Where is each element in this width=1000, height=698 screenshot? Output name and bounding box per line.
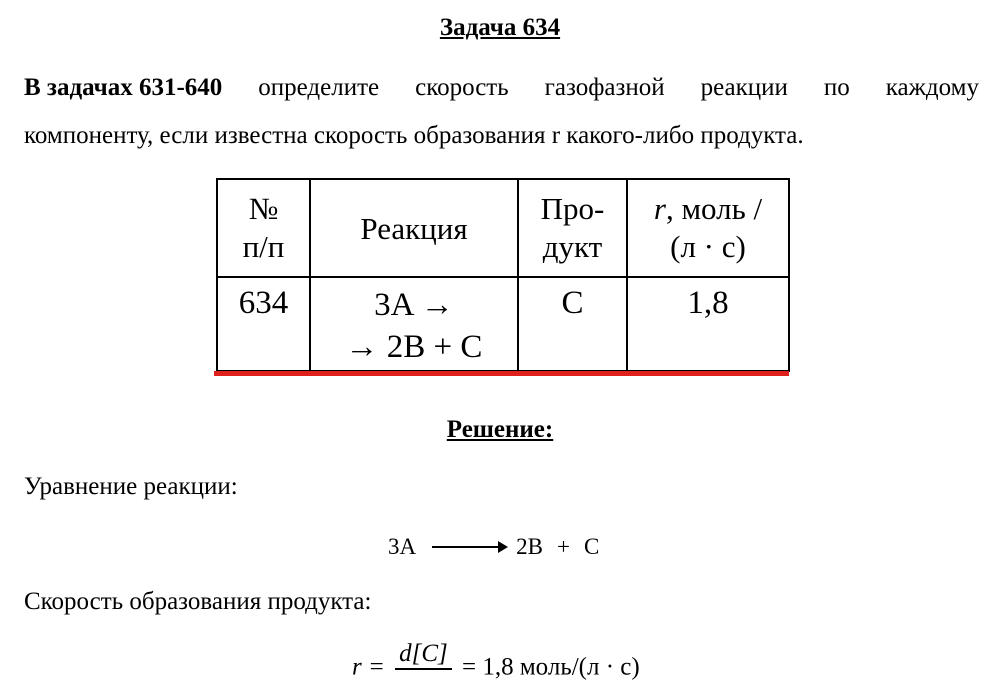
task-word: по — [823, 74, 850, 101]
cell-product — [518, 277, 627, 371]
reaction-table — [216, 178, 790, 372]
task-word: каждому — [885, 74, 979, 101]
solution-heading: Решение: — [446, 416, 554, 443]
cell-number-value: 634 — [238, 285, 289, 321]
header-rate-symbol: r — [653, 191, 666, 226]
equation-product-c: C — [583, 534, 600, 559]
formula-denominator — [395, 670, 452, 698]
task-word: реакции — [700, 74, 788, 101]
equation-product-b: 2B — [516, 534, 543, 559]
header-number-abbrev: п/п — [242, 229, 285, 264]
cell-product-value: C — [561, 285, 584, 321]
task-word: газофазной — [544, 74, 665, 101]
equation-label: Уравнение реакции: — [24, 473, 238, 500]
cell-rate — [627, 277, 789, 371]
header-number — [217, 179, 310, 277]
task-range: В задачах 631-640 — [24, 74, 223, 101]
task-statement — [24, 64, 979, 160]
cell-number — [217, 277, 310, 371]
equation-plus: + — [556, 534, 570, 559]
cell-reaction — [310, 277, 518, 371]
equation-reactant: 3A — [388, 534, 417, 559]
formula-lhs: r = — [352, 653, 385, 681]
arrow-right-icon — [432, 546, 506, 548]
reaction-equation — [388, 534, 599, 560]
header-rate — [627, 179, 789, 277]
task-word: определите — [258, 74, 380, 101]
cell-rate-value: 1,8 — [687, 285, 729, 321]
formula-numerator: d[C] — [395, 640, 452, 670]
header-rate-line1 — [628, 190, 788, 228]
task-word: скорость — [415, 74, 509, 101]
task-statement-line1 — [24, 64, 979, 112]
red-underline-divider — [214, 371, 789, 376]
rate-label: Скорость образования продукта: — [24, 588, 372, 615]
cell-reaction-line2: → 2B + C — [345, 329, 483, 365]
formula-rhs: = 1,8 моль/(л · с) — [462, 653, 640, 681]
header-product-line2: дукт — [542, 229, 603, 264]
header-rate-unit: , моль / — [665, 191, 763, 226]
header-product — [518, 179, 627, 277]
table-header-row — [217, 179, 789, 277]
table-row — [217, 277, 789, 371]
header-reaction — [310, 179, 518, 277]
cell-reaction-line1: 3A → — [374, 287, 454, 323]
header-number-symbol: № — [248, 191, 279, 226]
formula-fraction — [395, 640, 452, 698]
task-statement-line2: компоненту, если известна скорость образования r какого-либо продукта. — [24, 122, 804, 149]
header-product-line1: Про- — [540, 191, 605, 226]
header-reaction-label: Реакция — [360, 211, 468, 246]
header-rate-line2: (л · с) — [670, 229, 746, 264]
task-title: Задача 634 — [439, 14, 561, 41]
rate-formula — [352, 640, 640, 698]
